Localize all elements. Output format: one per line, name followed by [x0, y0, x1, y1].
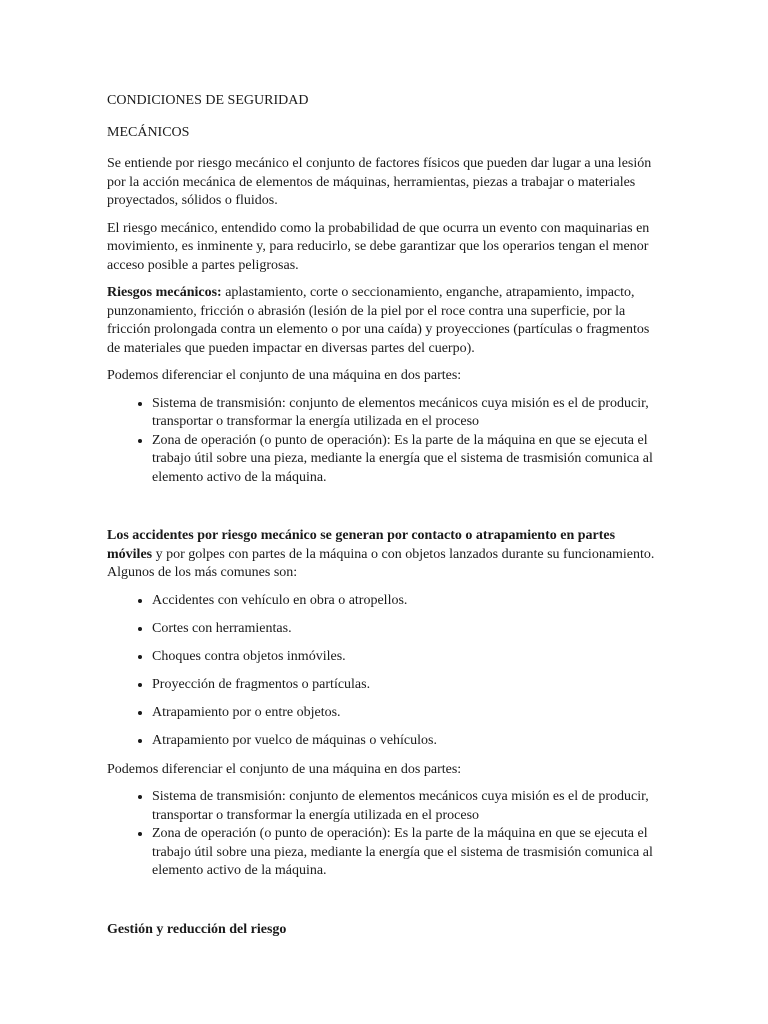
document-title: CONDICIONES DE SEGURIDAD	[107, 93, 309, 108]
machine-parts-list-2	[107, 788, 663, 881]
list-item: • Atrapamiento por vuelco de máquinas o vehículos.	[152, 732, 663, 751]
paragraph-machine-parts-intro: Podemos diferenciar el conjunto de una máquina en dos partes:	[107, 368, 462, 383]
list-item: • Proyección de fragmentos o partículas.	[152, 676, 663, 695]
paragraph-accidents	[107, 527, 663, 583]
section-heading-gestion: Gestión y reducción del riesgo	[107, 921, 287, 937]
riesgos-mecanicos-text: aplastamiento, corte o seccionamiento, enganche, atrapamiento, impacto, punzonamiento, fricción o abrasión (lesión de la piel por el roce contra una superficie, por la fricción prolongada contra un elemento o por una caída) y proyecciones (partículas o fragmentos de materiales que pueden impactar en diversas partes del cuerpo).	[107, 285, 650, 356]
common-accidents-list	[107, 592, 663, 751]
list-item: • Zona de operación (o punto de operación): Es la parte de la máquina en que se ejecuta el trabajo útil sobre una pieza, mediante la energía que el sistema de trasmisión comunica al elemento activo de la máquina.	[152, 432, 663, 488]
spacer	[107, 881, 663, 921]
document-body	[107, 92, 663, 939]
list-item: • Sistema de transmisión: conjunto de elementos mecánicos cuya misión es el de producir, transportar o transformar la energía utilizada en el proceso	[152, 395, 663, 432]
list-item: • Sistema de transmisión: conjunto de elementos mecánicos cuya misión es el de producir, transportar o transformar la energía utilizada en el proceso	[152, 788, 663, 825]
spacer	[107, 487, 663, 527]
paragraph-machine-parts-intro-2: Podemos diferenciar el conjunto de una máquina en dos partes:	[107, 761, 462, 777]
paragraph-riesgos-mecanicos	[107, 284, 663, 358]
paragraph-risk-probability: El riesgo mecánico, entendido como la probabilidad de que ocurra un evento con maquinarias en movimiento, es inminente y, para reducirlo, se debe garantizar que los operarios tengan el menor acceso posible a partes peligrosas.	[107, 220, 650, 273]
list-item: • Atrapamiento por o entre objetos.	[152, 704, 663, 723]
machine-parts-list	[107, 395, 663, 488]
riesgos-mecanicos-label: Riesgos mecánicos:	[107, 285, 222, 300]
accidents-text: y por golpes con partes de la máquina o con objetos lanzados durante su funcionamiento. Algunos de los más comunes son:	[107, 546, 655, 580]
section-heading-mecanicos: MECÁNICOS	[107, 124, 190, 140]
paragraph-definition: Se entiende por riesgo mecánico el conjunto de factores físicos que pueden dar lugar a una lesión por la acción mecánica de elementos de máquinas, herramientas, piezas a trabajar o materiales proyectados, sólidos o fluidos.	[107, 156, 652, 208]
list-item: • Choques contra objetos inmóviles.	[152, 648, 663, 667]
accidents-bold-text: Los accidentes por riesgo mecánico se generan por contacto o atrapamiento en partes móviles	[107, 528, 616, 562]
list-item: • Accidentes con vehículo en obra o atropellos.	[152, 592, 663, 611]
list-item: • Zona de operación (o punto de operación): Es la parte de la máquina en que se ejecuta el trabajo útil sobre una pieza, mediante la energía que el sistema de trasmisión comunica al elemento activo de la máquina.	[152, 825, 663, 881]
list-item: • Cortes con herramientas.	[152, 620, 663, 639]
